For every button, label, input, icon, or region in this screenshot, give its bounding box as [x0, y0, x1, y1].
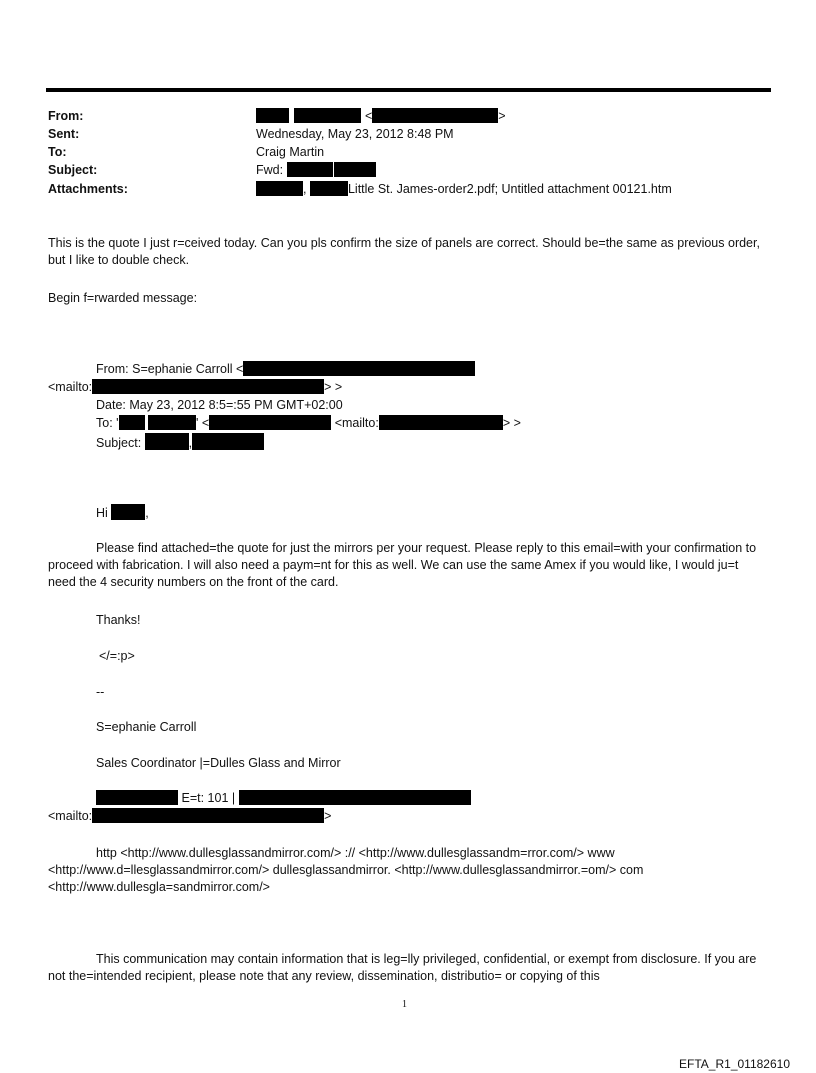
- attachments-label: Attachments:: [48, 182, 128, 196]
- redaction: [92, 808, 324, 823]
- fwd-to-mailto: <mailto:: [334, 416, 379, 430]
- to-label: To:: [48, 145, 67, 159]
- redaction: [372, 108, 498, 123]
- disclaimer: This communication may contain information that is leg=lly privileged, confidential, or exempt from disclosure. If you are not the=intended recipient, please note that any review, dissemination, distributio= or copying of this: [48, 952, 757, 983]
- greeting: [96, 504, 149, 522]
- fwd-to-quote: ' <: [196, 416, 210, 430]
- redaction: [148, 415, 196, 430]
- fwd-subject: [96, 433, 264, 452]
- redaction: [92, 379, 324, 394]
- redaction: [192, 433, 264, 450]
- mailto-end: > >: [324, 380, 343, 394]
- redaction: [334, 162, 376, 177]
- greeting-comma: ,: [145, 506, 149, 520]
- to-value: Craig Martin: [256, 145, 325, 159]
- from-value: [256, 108, 506, 125]
- fwd-to-text: To: ': [96, 416, 119, 430]
- redaction: [96, 790, 178, 805]
- subject-value: [256, 162, 376, 179]
- fwd-from-text: From: S=ephanie Carroll <: [96, 362, 244, 376]
- redaction: [111, 504, 145, 520]
- intro-paragraph: This is the quote I just r=ceived today. Can you pls confirm the size of panels are correct. Should be=the same as previous order, but I like to double check.: [48, 236, 760, 267]
- redaction: [145, 433, 189, 450]
- signature-dashes: --: [96, 685, 105, 699]
- redaction: [239, 790, 471, 805]
- redaction: [287, 162, 333, 177]
- signature-title: Sales Coordinator |=Dulles Glass and Mirror: [96, 756, 341, 770]
- from-gt: >: [498, 109, 506, 123]
- website-links: http <http://www.dullesglassandmirror.com/> :// <http://www.dullesglassandm=rror.com/> www <http://www.d=llesglassandmirror.com/> dullesglassandmirror. <http://www.dullesglassandmirror.=om/> com <http://www.dullesgla=sandmirror.com/>: [48, 846, 644, 894]
- fwd-subject-text: Subject:: [96, 436, 142, 450]
- sent-value: Wednesday, May 23, 2012 8:48 PM: [256, 127, 454, 141]
- redaction: [294, 108, 361, 123]
- redaction: [119, 415, 145, 430]
- signature-ext: [96, 790, 471, 807]
- fwd-to-end: > >: [502, 416, 521, 430]
- redaction: [243, 361, 475, 376]
- signature-name: S=ephanie Carroll: [96, 720, 197, 734]
- ext-text: E=t: 101 |: [181, 791, 236, 805]
- message-paragraph: Please find attached=the quote for just the mirrors per your request. Please reply to this email=with your confirmation to proceed with fabrication. I will also need a paym=nt for this as well. We can use the same Amex if you would like, I would ju=t need the 4 security numbers on the front of the card.: [48, 541, 757, 589]
- from-lt: <: [364, 109, 373, 123]
- redaction: [209, 415, 331, 430]
- subject-text: Fwd:: [256, 163, 284, 177]
- begin-forwarded: Begin f=rwarded message:: [48, 291, 198, 305]
- greeting-text: Hi: [96, 506, 108, 520]
- mailto-end: >: [324, 809, 332, 823]
- signature-mailto: [48, 808, 331, 825]
- header-rule: [46, 88, 771, 92]
- p-tag-text: </=:p>: [99, 649, 135, 663]
- fwd-subject-comma: ,: [188, 436, 193, 450]
- sent-label: Sent:: [48, 127, 80, 141]
- attachments-comma: ,: [303, 182, 307, 196]
- fwd-to: [96, 415, 521, 432]
- subject-label: Subject:: [48, 163, 98, 177]
- redaction: [310, 181, 348, 196]
- thanks: Thanks!: [96, 613, 141, 627]
- redaction: [379, 415, 503, 430]
- from-label: From:: [48, 109, 84, 123]
- redaction: [256, 181, 303, 196]
- fwd-from: [96, 361, 475, 378]
- document-id: EFTA_R1_01182610: [679, 1057, 790, 1071]
- redaction: [256, 108, 289, 123]
- mailto-text: <mailto:: [48, 380, 93, 394]
- fwd-date: Date: May 23, 2012 8:5=:55 PM GMT+02:00: [96, 398, 343, 412]
- attachments-list: Little St. James-order2.pdf; Untitled attachment 00121.htm: [347, 182, 672, 196]
- mailto-text: <mailto:: [48, 809, 93, 823]
- attachments-value: [256, 181, 672, 198]
- page-number: 1: [402, 999, 407, 1010]
- fwd-mailto-line: [48, 379, 342, 396]
